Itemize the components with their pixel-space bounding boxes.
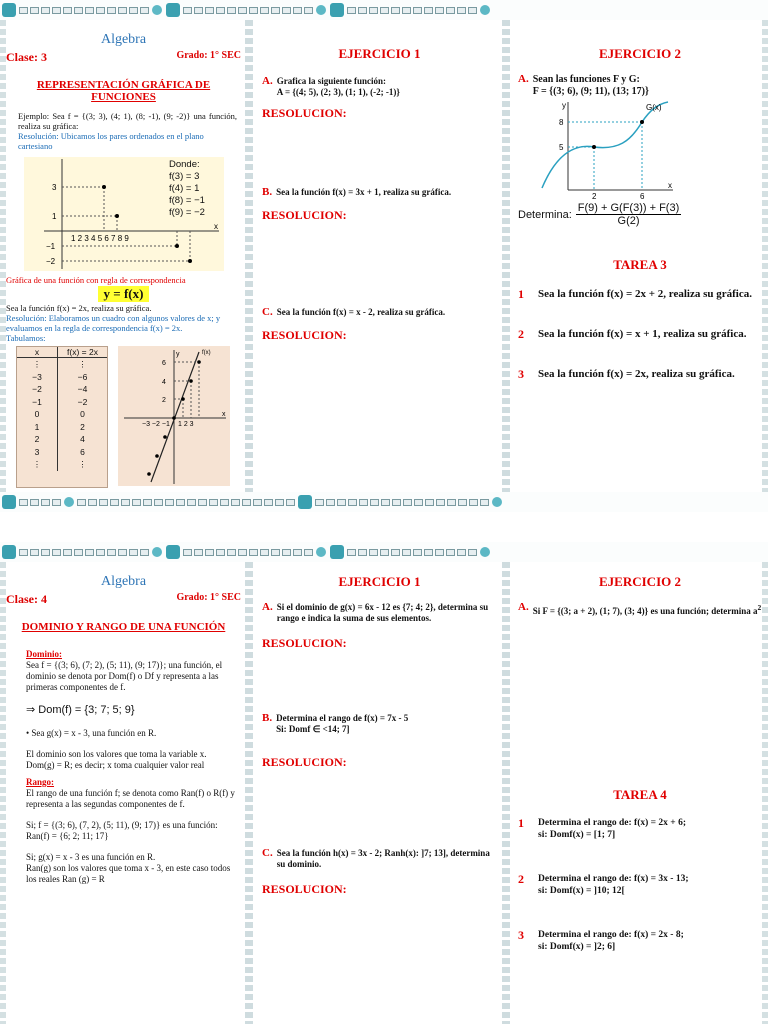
tarea-text: Sea la función f(x) = x + 1, realiza su gráfica. xyxy=(538,328,747,340)
tarea-number: 1 xyxy=(518,287,524,301)
svg-text:y: y xyxy=(176,351,180,358)
table-row xyxy=(17,458,107,471)
tree-decoration-icon xyxy=(330,545,344,559)
item-label: A. xyxy=(262,75,273,87)
lesson-title: REPRESENTACIÓN GRÁFICA DE FUNCIONES xyxy=(36,79,211,103)
item-text: F = {(3; 6), (9; 11), (13; 17)} xyxy=(532,86,649,97)
table-row xyxy=(17,446,107,459)
tarea-title: TAREA 3 xyxy=(613,257,667,272)
sea-funcion-text: Sea la función f(x) = 2x, realiza su gráfica. xyxy=(6,303,152,313)
tarea-number: 2 xyxy=(518,327,524,341)
ejercicio-title: EJERCICIO 1 xyxy=(338,574,421,589)
svg-text:1: 1 xyxy=(52,212,57,221)
table-cell: −2 xyxy=(77,396,88,407)
clase-label: Clase: 3 xyxy=(6,50,47,64)
rango-heading: Rango: xyxy=(26,777,55,787)
decorative-border-top xyxy=(0,0,768,20)
determina-formula xyxy=(518,202,762,227)
svg-text:x: x xyxy=(222,411,226,418)
exercise-column xyxy=(262,568,497,1024)
item-text: Sea la función f(x) = 3x + 1, realiza su gráfica. xyxy=(276,187,452,197)
item-label: A. xyxy=(262,601,273,613)
table-cell: 6 xyxy=(80,446,85,457)
decorative-border-top xyxy=(0,542,768,562)
worksheet-page-2 xyxy=(0,542,768,1024)
table-header: f(x) = 2x xyxy=(67,347,98,357)
table-cell: ⋮ xyxy=(17,358,58,371)
table-row xyxy=(17,396,107,409)
svg-text:2: 2 xyxy=(162,397,166,404)
ejercicio-title: EJERCICIO 1 xyxy=(338,46,421,61)
donde-item: f(3) = 3 xyxy=(169,171,200,182)
tarea-text: Determina el rango de: f(x) = 2x - 8; xyxy=(538,930,684,940)
svg-text:x: x xyxy=(214,222,218,231)
ejercicio-title: EJERCICIO 2 xyxy=(599,574,681,589)
rango-example: Si; f = {(3; 6), (7, 2), (5; 11), (9; 17)} es una función: Ran(f) = {6; 2; 11; 17} xyxy=(26,820,218,841)
graph-label-y8: 8 xyxy=(559,118,564,127)
tarea-item xyxy=(518,929,762,953)
palm-decoration-icon xyxy=(492,497,502,507)
item-label: C. xyxy=(262,306,273,318)
tarea-item xyxy=(518,873,762,897)
item-text: Sea la función h(x) = 3x - 2; Ranh(x): ]7; 13], determina su dominio. xyxy=(276,848,490,869)
item-text: Grafica la siguiente función: xyxy=(276,76,386,86)
graph-label-y5: 5 xyxy=(559,143,564,152)
svg-text:f(x): f(x) xyxy=(202,350,211,356)
rango-text: El rango de una función f; se denota como Ran(f) o R(f) y representa a las segundas componentes de f. xyxy=(26,788,235,809)
tarea-text: Sea la función f(x) = 2x, realiza su gráfica. xyxy=(538,368,735,380)
palm-decoration-icon xyxy=(480,5,490,15)
table-row xyxy=(17,421,107,434)
resolucion-heading: RESOLUCION: xyxy=(262,328,347,342)
dominio-text: Sea f = {(3; 6), (7; 2), (5; 11), (9; 17)}; una función, el dominio se denota por Dom(f) o Df y representa a las primeras componentes de f. xyxy=(26,660,223,692)
table-cell: ⋮ xyxy=(78,459,87,469)
subject-title: Algebra xyxy=(100,574,147,589)
item-text xyxy=(533,602,762,617)
item-text: Si el dominio de g(x) = 6x - 12 es {7; 4; 2}, determina su rango e indica la suma de sus elementos. xyxy=(276,602,489,623)
lesson-column xyxy=(6,568,241,1024)
tarea-list xyxy=(518,817,762,953)
subject-title: Algebra xyxy=(100,32,147,47)
table-row xyxy=(17,371,107,384)
donde-box xyxy=(169,159,205,219)
value-table xyxy=(16,346,108,488)
table-cell: 3 xyxy=(17,446,58,459)
exercise2-column xyxy=(518,568,762,1024)
resolucion-heading: RESOLUCION: xyxy=(262,208,347,222)
table-cell: −1 xyxy=(17,396,58,409)
palm-decoration-icon xyxy=(152,547,162,557)
svg-text:−1: −1 xyxy=(46,242,56,251)
tarea-condition: si: Domf(x) = [1; 7] xyxy=(538,830,616,840)
item-label: A. xyxy=(518,601,529,613)
resolucion-heading: RESOLUCION: xyxy=(262,755,347,769)
y-fx-highlight: y = f(x) xyxy=(98,286,150,302)
tree-decoration-icon xyxy=(330,3,344,17)
table-cell: ⋮ xyxy=(78,359,87,369)
table-cell: 0 xyxy=(17,408,58,421)
tarea-text: Determina el rango de: f(x) = 3x - 13; xyxy=(538,874,689,884)
table-row xyxy=(17,358,107,371)
table-cell: ⋮ xyxy=(17,458,58,471)
palm-decoration-icon xyxy=(152,5,162,15)
table-header: x xyxy=(17,347,58,357)
table-cell: 2 xyxy=(80,421,85,432)
tarea-condition: si: Domf(x) = ]10; 12[ xyxy=(538,886,625,896)
dom-g-text: Dom(g) = R; es decir; x toma cualquier valor real xyxy=(26,760,205,770)
item-text: Sean las funciones F y G: xyxy=(532,74,640,85)
rango-g1: Si; g(x) = x - 3 es una función en R. xyxy=(26,852,156,862)
tarea-number: 2 xyxy=(518,872,524,886)
ejemplo-text: Ejemplo: Sea f = {(3; 3), (4; 1), (8; -1), (9; -2)} una función, realiza su gráfica: xyxy=(18,111,237,131)
item-text: A = {(4; 5), (2; 3), (1; 1), (-2; -1)} xyxy=(276,87,400,97)
donde-item: f(4) = 1 xyxy=(169,183,200,194)
palm-decoration-icon xyxy=(64,497,74,507)
table-cell: 4 xyxy=(80,434,85,444)
tarea-item xyxy=(518,287,762,301)
tree-decoration-icon xyxy=(2,495,16,509)
tarea-number: 1 xyxy=(518,816,524,830)
tabulamos-text: Tabulamos: xyxy=(6,333,46,343)
table-cell: 0 xyxy=(80,409,85,419)
exponent: 2 xyxy=(757,603,762,612)
svg-text:4: 4 xyxy=(162,379,166,386)
dominio-heading: Dominio: xyxy=(26,649,62,659)
resolucion-text: Resolución: Ubicamos los pares ordenados en el plano cartesiano xyxy=(18,131,204,151)
dom-var-text: El dominio son los valores que toma la variable x. xyxy=(26,749,207,759)
item-label: A. xyxy=(518,73,529,85)
lesson-column xyxy=(6,26,241,488)
resolucion2-text: Resolución: Elaboramos un cuadro con algunos valores de x; y evaluamos en la regla de correspondencia f(x) = 2x. xyxy=(6,313,221,333)
donde-item: f(8) = −1 xyxy=(169,195,205,206)
tarea-list xyxy=(518,287,762,381)
grafica-regla-text: Gráfica de una función con regla de correspondencia xyxy=(6,275,186,285)
palm-decoration-icon xyxy=(316,547,326,557)
linear-graph xyxy=(118,346,230,486)
tarea-number: 3 xyxy=(518,928,524,942)
item-label: B. xyxy=(262,712,273,724)
exercise-column xyxy=(262,26,497,488)
dom-equation: ⇒ Dom(f) = {3; 7; 5; 9} xyxy=(26,704,135,716)
tarea-condition: si: Domf(x) = ]2; 6] xyxy=(538,942,616,952)
decorative-border-bottom xyxy=(0,492,768,512)
donde-label: Donde: xyxy=(169,159,200,170)
table-row xyxy=(17,383,107,396)
item-text: Si: Domf ∈ <14; 7] xyxy=(276,724,350,734)
resolucion-heading: RESOLUCION: xyxy=(262,882,347,896)
item-label: C. xyxy=(262,847,273,859)
svg-text:−3 −2 −1: −3 −2 −1 xyxy=(142,421,170,428)
clase-label: Clase: 4 xyxy=(6,592,47,606)
tree-decoration-icon xyxy=(2,3,16,17)
svg-text:3: 3 xyxy=(52,183,57,192)
ejercicio-title: EJERCICIO 2 xyxy=(599,46,681,61)
graph-label-x2: 2 xyxy=(592,192,597,200)
table-cell: −4 xyxy=(77,384,88,394)
tree-decoration-icon xyxy=(166,545,180,559)
tree-decoration-icon xyxy=(298,495,312,509)
resolucion-heading: RESOLUCION: xyxy=(262,106,347,120)
item-label: B. xyxy=(262,186,273,198)
tarea-title: TAREA 4 xyxy=(613,787,667,802)
tree-decoration-icon xyxy=(2,545,16,559)
tarea-item xyxy=(518,327,762,341)
resolucion-heading: RESOLUCION: xyxy=(262,636,347,650)
grado-label: Grado: 1° SEC xyxy=(176,592,241,603)
sea-g-text: • Sea g(x) = x - 3, una función en R. xyxy=(26,728,157,738)
item-text: Sea la función f(x) = x - 2, realiza su gráfica. xyxy=(276,307,446,317)
svg-text:6: 6 xyxy=(162,360,166,367)
item-text-main: Si F = {(3; a + 2), (1; 7), (3; 4)} es una función; determina a xyxy=(532,606,758,616)
table-cell: −6 xyxy=(77,371,88,382)
table-row xyxy=(17,433,107,446)
formula-denominator: G(2) xyxy=(617,215,640,227)
g-function-graph xyxy=(538,100,678,200)
table-cell: −3 xyxy=(17,371,58,384)
tarea-item xyxy=(518,367,762,381)
table-cell: 1 xyxy=(17,421,58,434)
graph-label-y: y xyxy=(562,101,566,110)
tarea-text: Determina el rango de: f(x) = 2x + 6; xyxy=(538,818,687,828)
lesson-title: DOMINIO Y RANGO DE UNA FUNCIÓN xyxy=(21,621,226,633)
palm-decoration-icon xyxy=(480,547,490,557)
rango-g2: Ran(g) son los valores que toma x - 3, en este caso todos los reales Ran (g) = R xyxy=(26,863,231,884)
scatter-graph xyxy=(24,157,224,271)
table-body xyxy=(17,358,107,471)
item-text: Determina el rango de f(x) = 7x - 5 xyxy=(276,713,409,723)
svg-text:1 2 3: 1 2 3 xyxy=(178,421,194,428)
graph-label-x6: 6 xyxy=(640,192,645,200)
donde-item: f(9) = −2 xyxy=(169,207,205,218)
svg-text:1 2 3 4 5 6 7 8 9: 1 2 3 4 5 6 7 8 9 xyxy=(71,234,129,243)
formula-numerator: F(9) + G(F(3)) + F(3) xyxy=(577,202,680,214)
tree-decoration-icon xyxy=(166,3,180,17)
table-cell: −2 xyxy=(17,383,58,396)
tarea-item xyxy=(518,817,762,841)
exercise2-column xyxy=(518,26,762,488)
graph-label-gx: G(x) xyxy=(646,103,662,112)
palm-decoration-icon xyxy=(316,5,326,15)
tarea-number: 3 xyxy=(518,367,524,381)
determina-label: Determina: xyxy=(518,208,572,221)
svg-text:−2: −2 xyxy=(46,257,56,266)
tarea-text: Sea la función f(x) = 2x + 2, realiza su gráfica. xyxy=(538,288,752,300)
table-cell: 2 xyxy=(17,433,58,446)
grado-label: Grado: 1° SEC xyxy=(176,50,241,61)
table-row xyxy=(17,408,107,421)
graph-label-x: x xyxy=(668,181,672,190)
